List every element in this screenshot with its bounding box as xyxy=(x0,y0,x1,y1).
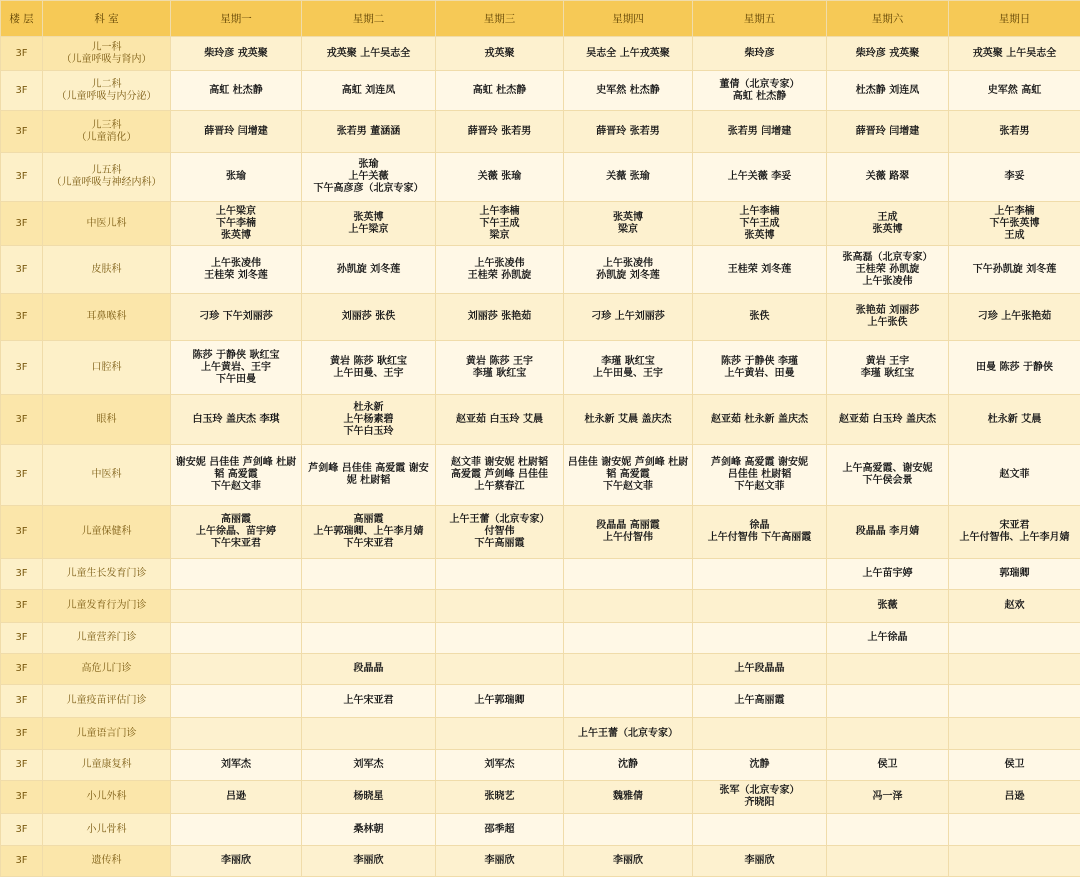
schedule-cell: 沈静 xyxy=(564,750,693,781)
table-row xyxy=(1,781,1080,814)
schedule-cell: 上午张凌伟 孙凯旋 刘冬莲 xyxy=(564,246,693,294)
schedule-cell: 上午高丽霞 xyxy=(693,685,827,718)
schedule-cell: 上午徐晶 xyxy=(827,623,949,654)
schedule-cell: 杜永新 上午杨素碧 下午白玉玲 xyxy=(302,395,436,445)
floor-cell: 3F xyxy=(1,202,43,246)
schedule-cell xyxy=(302,718,436,750)
schedule-cell: 吴志全 上午戎英聚 xyxy=(564,37,693,71)
schedule-cell: 高虹 杜杰静 xyxy=(171,71,302,111)
schedule-cell xyxy=(949,718,1080,750)
schedule-cell: 刘军杰 xyxy=(302,750,436,781)
schedule-cell: 黄岩 陈莎 王宇 李瑾 耿红宝 xyxy=(436,341,564,395)
department-cell: 口腔科 xyxy=(43,341,171,395)
table-row xyxy=(1,294,1080,341)
schedule-cell: 邵季超 xyxy=(436,814,564,846)
schedule-cell: 刁珍 上午刘丽莎 xyxy=(564,294,693,341)
schedule-cell: 张艳茹 刘丽莎 上午张佚 xyxy=(827,294,949,341)
schedule-cell: 侯卫 xyxy=(827,750,949,781)
table-row xyxy=(1,153,1080,202)
schedule-cell: 上午苗宇婷 xyxy=(827,559,949,590)
table-row xyxy=(1,202,1080,246)
floor-cell: 3F xyxy=(1,814,43,846)
schedule-cell: 上午关薇 李妥 xyxy=(693,153,827,202)
schedule-cell: 上午郭瑞卿 xyxy=(436,685,564,718)
schedule-cell: 上午李楠 下午张英博 王成 xyxy=(949,202,1080,246)
schedule-cell xyxy=(171,685,302,718)
department-cell: 耳鼻喉科 xyxy=(43,294,171,341)
schedule-cell: 高虹 杜杰静 xyxy=(436,71,564,111)
schedule-cell xyxy=(564,559,693,590)
header-row xyxy=(1,1,1080,37)
schedule-cell: 宋亚君 上午付智伟、上午李月婧 xyxy=(949,506,1080,559)
schedule-cell xyxy=(436,718,564,750)
schedule-cell: 张瑜 xyxy=(171,153,302,202)
department-cell: 中医儿科 xyxy=(43,202,171,246)
schedule-cell xyxy=(564,814,693,846)
schedule-cell: 吕逊 xyxy=(171,781,302,814)
schedule-cell: 上午张凌伟 王桂荣 刘冬莲 xyxy=(171,246,302,294)
schedule-cell: 赵文菲 xyxy=(949,445,1080,506)
schedule-cell xyxy=(827,814,949,846)
floor-cell: 3F xyxy=(1,111,43,153)
header-saturday: 星期六 xyxy=(827,1,949,37)
schedule-cell xyxy=(827,718,949,750)
header-floor: 楼 层 xyxy=(1,1,43,37)
schedule-cell: 吕佳佳 谢安妮 芦剑峰 杜尉韬 高爱霞 下午赵文菲 xyxy=(564,445,693,506)
schedule-cell: 刁珍 下午刘丽莎 xyxy=(171,294,302,341)
department-cell: 儿童保健科 xyxy=(43,506,171,559)
table-row xyxy=(1,395,1080,445)
schedule-cell: 薛晋玲 张若男 xyxy=(564,111,693,153)
schedule-cell: 柴玲彦 戎英聚 xyxy=(827,37,949,71)
schedule-cell xyxy=(171,718,302,750)
schedule-cell: 李妥 xyxy=(949,153,1080,202)
schedule-cell: 薛晋玲 闫增建 xyxy=(171,111,302,153)
schedule-cell xyxy=(827,846,949,877)
floor-cell: 3F xyxy=(1,718,43,750)
schedule-cell: 张若男 董涵涵 xyxy=(302,111,436,153)
floor-cell: 3F xyxy=(1,37,43,71)
department-cell: 高危儿门诊 xyxy=(43,654,171,685)
schedule-cell: 上午王蕾（北京专家） xyxy=(564,718,693,750)
schedule-cell: 陈莎 于静侠 李瑾 上午黄岩、田曼 xyxy=(693,341,827,395)
table-row xyxy=(1,445,1080,506)
department-cell: 儿一科 （儿童呼吸与肾内） xyxy=(43,37,171,71)
table-row xyxy=(1,654,1080,685)
schedule-cell: 上午高爱霞、谢安妮 下午侯会景 xyxy=(827,445,949,506)
schedule-cell xyxy=(302,590,436,623)
schedule-cell: 赵文菲 谢安妮 杜尉韬 高爱霞 芦剑峰 吕佳佳 上午蔡春江 xyxy=(436,445,564,506)
schedule-cell: 芦剑峰 高爱霞 谢安妮 吕佳佳 杜尉韬 下午赵文菲 xyxy=(693,445,827,506)
schedule-cell xyxy=(171,814,302,846)
schedule-cell: 王桂荣 刘冬莲 xyxy=(693,246,827,294)
floor-cell: 3F xyxy=(1,153,43,202)
schedule-cell xyxy=(171,559,302,590)
schedule-cell: 杜永新 艾晨 盖庆杰 xyxy=(564,395,693,445)
schedule-cell: 张佚 xyxy=(693,294,827,341)
schedule-cell: 柴玲彦 戎英聚 xyxy=(171,37,302,71)
department-cell: 遗传科 xyxy=(43,846,171,877)
schedule-cell: 孙凯旋 刘冬莲 xyxy=(302,246,436,294)
schedule-cell: 上午李楠 下午王成 张英博 xyxy=(693,202,827,246)
floor-cell: 3F xyxy=(1,685,43,718)
schedule-cell: 白玉玲 盖庆杰 李琪 xyxy=(171,395,302,445)
schedule-cell: 上午梁京 下午李楠 张英博 xyxy=(171,202,302,246)
department-cell: 中医科 xyxy=(43,445,171,506)
schedule-cell: 张若男 闫增建 xyxy=(693,111,827,153)
table-row xyxy=(1,590,1080,623)
floor-cell: 3F xyxy=(1,623,43,654)
schedule-cell: 张晓艺 xyxy=(436,781,564,814)
schedule-cell: 赵亚茹 杜永新 盖庆杰 xyxy=(693,395,827,445)
schedule-cell: 高虹 刘连凤 xyxy=(302,71,436,111)
floor-cell: 3F xyxy=(1,559,43,590)
schedule-cell: 田曼 陈莎 于静侠 xyxy=(949,341,1080,395)
department-cell: 儿童营养门诊 xyxy=(43,623,171,654)
schedule-cell: 谢安妮 吕佳佳 芦剑峰 杜尉韬 高爱霞 下午赵文菲 xyxy=(171,445,302,506)
schedule-cell: 段晶晶 高丽霞 上午付智伟 xyxy=(564,506,693,559)
schedule-cell xyxy=(949,814,1080,846)
header-dept: 科 室 xyxy=(43,1,171,37)
schedule-cell: 薛晋玲 闫增建 xyxy=(827,111,949,153)
schedule-cell xyxy=(171,590,302,623)
schedule-cell: 魏雅倩 xyxy=(564,781,693,814)
schedule-cell: 桑林朝 xyxy=(302,814,436,846)
schedule-cell xyxy=(949,685,1080,718)
department-cell: 眼科 xyxy=(43,395,171,445)
schedule-cell: 李丽欣 xyxy=(693,846,827,877)
schedule-cell: 上午段晶晶 xyxy=(693,654,827,685)
department-cell: 儿童生长发育门诊 xyxy=(43,559,171,590)
schedule-cell: 黄岩 王宇 李瑾 耿红宝 xyxy=(827,341,949,395)
schedule-cell xyxy=(564,685,693,718)
department-cell: 儿童语言门诊 xyxy=(43,718,171,750)
header-sunday: 星期日 xyxy=(949,1,1080,37)
table-row xyxy=(1,506,1080,559)
schedule-cell: 刘军杰 xyxy=(436,750,564,781)
schedule-cell xyxy=(949,654,1080,685)
schedule-cell: 下午孙凯旋 刘冬莲 xyxy=(949,246,1080,294)
schedule-cell: 关薇 张瑜 xyxy=(436,153,564,202)
schedule-cell xyxy=(436,559,564,590)
schedule-cell: 刘丽莎 张艳茹 xyxy=(436,294,564,341)
schedule-cell xyxy=(693,623,827,654)
schedule-cell: 李丽欣 xyxy=(171,846,302,877)
header-tuesday: 星期二 xyxy=(302,1,436,37)
schedule-cell xyxy=(564,654,693,685)
schedule-cell: 史军然 高虹 xyxy=(949,71,1080,111)
schedule-cell: 高丽霞 上午徐晶、苗宇婷 下午宋亚君 xyxy=(171,506,302,559)
schedule-cell xyxy=(949,846,1080,877)
schedule-cell: 关薇 张瑜 xyxy=(564,153,693,202)
floor-cell: 3F xyxy=(1,294,43,341)
schedule-cell: 杜永新 艾晨 xyxy=(949,395,1080,445)
schedule-cell xyxy=(949,623,1080,654)
schedule-cell: 李丽欣 xyxy=(302,846,436,877)
schedule-cell: 赵亚茹 白玉玲 艾晨 xyxy=(436,395,564,445)
table-row xyxy=(1,37,1080,71)
table-row xyxy=(1,246,1080,294)
schedule-cell: 史军然 杜杰静 xyxy=(564,71,693,111)
header-wednesday: 星期三 xyxy=(436,1,564,37)
floor-cell: 3F xyxy=(1,750,43,781)
schedule-cell: 高丽霞 上午郭瑞卿、上午李月婧 下午宋亚君 xyxy=(302,506,436,559)
floor-cell: 3F xyxy=(1,781,43,814)
schedule-cell: 王成 张英博 xyxy=(827,202,949,246)
schedule-cell: 侯卫 xyxy=(949,750,1080,781)
schedule-cell: 李丽欣 xyxy=(564,846,693,877)
schedule-cell: 黄岩 陈莎 耿红宝 上午田曼、王宇 xyxy=(302,341,436,395)
floor-cell: 3F xyxy=(1,71,43,111)
schedule-cell: 徐晶 上午付智伟 下午高丽霞 xyxy=(693,506,827,559)
table-row xyxy=(1,718,1080,750)
floor-cell: 3F xyxy=(1,654,43,685)
schedule-cell: 段晶晶 xyxy=(302,654,436,685)
table-row xyxy=(1,341,1080,395)
floor-cell: 3F xyxy=(1,341,43,395)
schedule-cell: 杜杰静 刘连凤 xyxy=(827,71,949,111)
schedule-cell: 戎英聚 上午吴志全 xyxy=(949,37,1080,71)
schedule-cell: 张薇 xyxy=(827,590,949,623)
schedule-cell xyxy=(693,590,827,623)
schedule-cell: 张高磊（北京专家） 王桂荣 孙凯旋 上午张凌伟 xyxy=(827,246,949,294)
schedule-cell: 冯一泽 xyxy=(827,781,949,814)
schedule-cell xyxy=(302,559,436,590)
department-cell: 小儿骨科 xyxy=(43,814,171,846)
schedule-cell: 上午李楠 下午王成 梁京 xyxy=(436,202,564,246)
schedule-cell: 吕逊 xyxy=(949,781,1080,814)
schedule-cell xyxy=(693,718,827,750)
schedule-cell xyxy=(827,654,949,685)
schedule-cell: 薛晋玲 张若男 xyxy=(436,111,564,153)
table-row xyxy=(1,814,1080,846)
schedule-cell xyxy=(436,623,564,654)
schedule-cell xyxy=(171,654,302,685)
schedule-cell: 刘军杰 xyxy=(171,750,302,781)
schedule-cell: 陈莎 于静侠 耿红宝 上午黄岩、王宇 下午田曼 xyxy=(171,341,302,395)
schedule-cell: 关薇 路翠 xyxy=(827,153,949,202)
table-row xyxy=(1,846,1080,877)
schedule-cell xyxy=(693,814,827,846)
schedule-cell: 段晶晶 李月婧 xyxy=(827,506,949,559)
department-cell: 儿童发育行为门诊 xyxy=(43,590,171,623)
schedule-cell: 赵亚茹 白玉玲 盖庆杰 xyxy=(827,395,949,445)
schedule-cell: 上午王蕾（北京专家） 付智伟 下午高丽霞 xyxy=(436,506,564,559)
schedule-cell: 张军（北京专家） 齐晓阳 xyxy=(693,781,827,814)
schedule-cell: 李瑾 耿红宝 上午田曼、王宇 xyxy=(564,341,693,395)
schedule-cell xyxy=(564,590,693,623)
schedule-cell: 杨晓星 xyxy=(302,781,436,814)
table-row xyxy=(1,750,1080,781)
department-cell: 儿五科 （儿童呼吸与神经内科） xyxy=(43,153,171,202)
schedule-cell: 张若男 xyxy=(949,111,1080,153)
floor-cell: 3F xyxy=(1,846,43,877)
header-monday: 星期一 xyxy=(171,1,302,37)
table-row xyxy=(1,685,1080,718)
schedule-cell: 刘丽莎 张佚 xyxy=(302,294,436,341)
floor-cell: 3F xyxy=(1,506,43,559)
schedule-cell: 郭瑞卿 xyxy=(949,559,1080,590)
table-row xyxy=(1,559,1080,590)
department-cell: 儿童疫苗评估门诊 xyxy=(43,685,171,718)
schedule-cell: 董倩（北京专家） 高虹 杜杰静 xyxy=(693,71,827,111)
floor-cell: 3F xyxy=(1,445,43,506)
schedule-cell xyxy=(827,685,949,718)
department-cell: 儿二科 （儿童呼吸与内分泌） xyxy=(43,71,171,111)
schedule-cell: 戎英聚 上午吴志全 xyxy=(302,37,436,71)
schedule-cell: 李丽欣 xyxy=(436,846,564,877)
schedule-cell: 上午宋亚君 xyxy=(302,685,436,718)
schedule-cell: 张英博 上午梁京 xyxy=(302,202,436,246)
schedule-cell xyxy=(302,623,436,654)
schedule-cell xyxy=(436,654,564,685)
table-row xyxy=(1,623,1080,654)
schedule-cell: 沈静 xyxy=(693,750,827,781)
schedule-cell: 上午张凌伟 王桂荣 孙凯旋 xyxy=(436,246,564,294)
schedule-cell xyxy=(693,559,827,590)
table-row xyxy=(1,71,1080,111)
header-thursday: 星期四 xyxy=(564,1,693,37)
schedule-cell: 张英博 梁京 xyxy=(564,202,693,246)
schedule-cell: 芦剑峰 吕佳佳 高爱霞 谢安妮 杜尉韬 xyxy=(302,445,436,506)
department-cell: 皮肤科 xyxy=(43,246,171,294)
schedule-cell: 戎英聚 xyxy=(436,37,564,71)
schedule-cell xyxy=(564,623,693,654)
schedule-cell: 柴玲彦 xyxy=(693,37,827,71)
schedule-cell: 刁珍 上午张艳茹 xyxy=(949,294,1080,341)
floor-cell: 3F xyxy=(1,590,43,623)
department-cell: 儿童康复科 xyxy=(43,750,171,781)
schedule-cell xyxy=(436,590,564,623)
schedule-cell: 赵欢 xyxy=(949,590,1080,623)
department-cell: 儿三科 （儿童消化） xyxy=(43,111,171,153)
department-cell: 小儿外科 xyxy=(43,781,171,814)
floor-cell: 3F xyxy=(1,395,43,445)
table-row xyxy=(1,111,1080,153)
schedule-cell: 张瑜 上午关薇 下午高彦彦（北京专家） xyxy=(302,153,436,202)
schedule-cell xyxy=(171,623,302,654)
header-friday: 星期五 xyxy=(693,1,827,37)
floor-cell: 3F xyxy=(1,246,43,294)
